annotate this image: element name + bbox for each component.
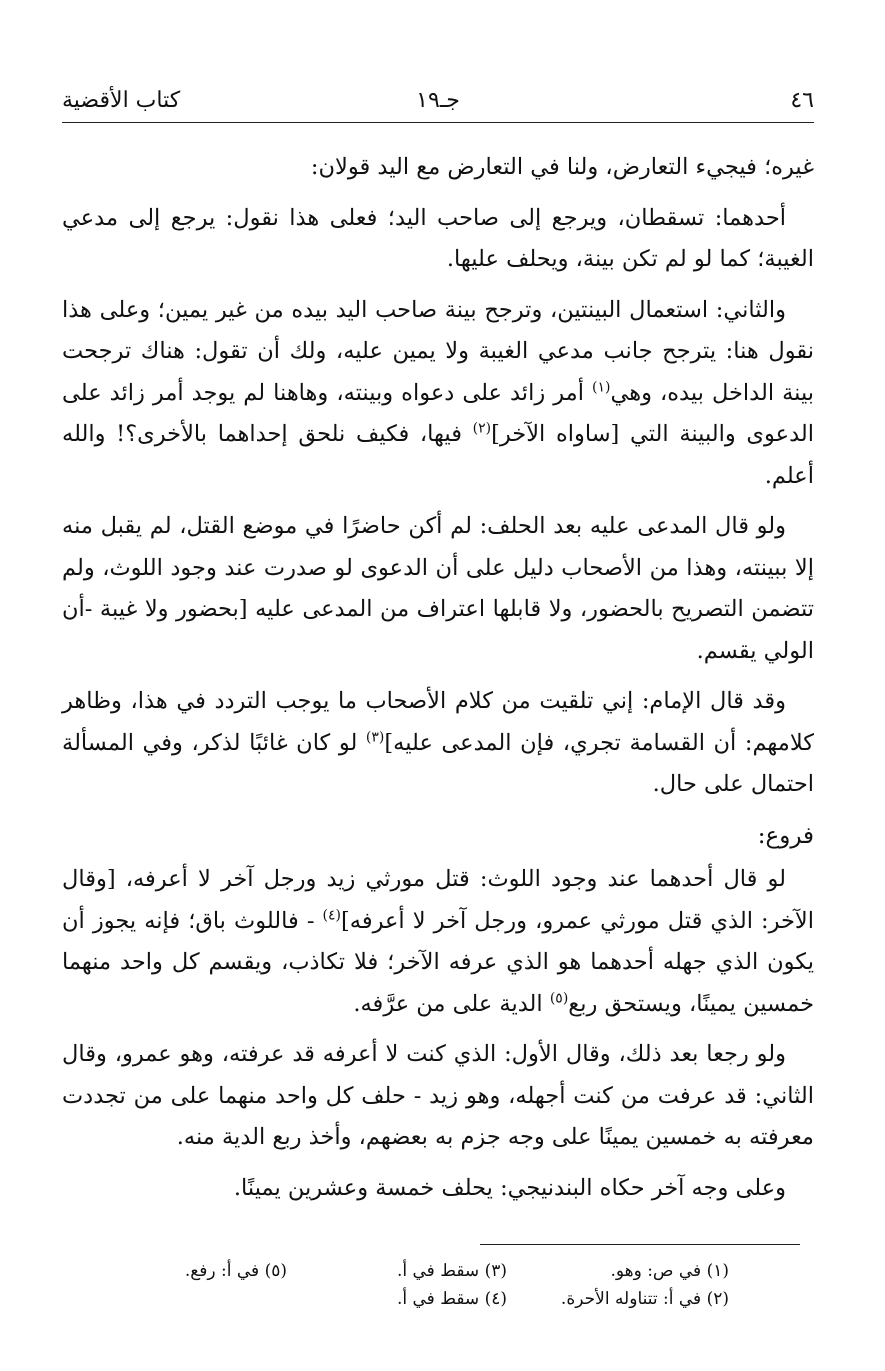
footnote-2: (٢) في أ: تتناوله الأحرة. [560, 1289, 729, 1309]
paragraph-text: غيره؛ فيجيء التعارض، ولنا في التعارض مع اليد قولان: [310, 154, 814, 180]
book-title: كتاب الأقضية [62, 88, 181, 113]
running-header [62, 88, 814, 122]
paragraph [62, 147, 814, 189]
page-number: ٤٦ [790, 88, 814, 113]
footnote-1: (١) في ص: وهو. [610, 1261, 729, 1281]
footnote-ref: (٥) [549, 990, 569, 1006]
footnote-ref: (٢) [472, 420, 492, 437]
footnote-divider [480, 1244, 800, 1245]
header-divider [62, 122, 814, 123]
paragraph [62, 1034, 814, 1159]
paragraph [62, 506, 814, 672]
footnote-ref: (٤) [322, 907, 341, 923]
paragraph-text: الدية على من عرَّفه. [353, 990, 550, 1017]
paragraph-text: - فاللوث باق؛ فإنه يجوز أن يكون الذي جهله أحدهما هو الذي عرفه الآخر؛ فلا تكاذب، ويقسم كل واحد منهما خمسين يمينًا، ويستحق ربع [62, 907, 814, 1017]
paragraph-text: لو قال أحدهما عند وجود اللوث: قتل مورثي زيد ورجل آخر لا أعرفه، [وقال الآخر: الذي قتل مورثي عمرو، ورجل آخر لا أعرفه] [62, 866, 815, 934]
volume-label: جـ١٩ [416, 88, 460, 113]
paragraph [62, 1168, 814, 1210]
paragraph [62, 290, 814, 498]
paragraph-text: أمر زائد على دعواه وبينته، وهاهنا لم يوجد أمر زائد على الدعوى والبينة التي [ساواه الآخر] [62, 379, 814, 447]
paragraph [62, 198, 814, 281]
section-title: فروع: [757, 822, 814, 849]
footnote-4: (٤) سقط في أ. [396, 1289, 507, 1309]
footnote-ref: (٣) [365, 729, 385, 745]
paragraph-text: فيها، فكيف نلحق إحداهما بالأخرى؟! والله أعلم. [62, 421, 814, 489]
paragraph-text: أحدهما: تسقطان، ويرجع إلى صاحب اليد؛ فعلى هذا نقول: يرجع إلى مدعي الغيبة؛ كما لو لم تكن بينة، ويحلف عليها. [62, 204, 814, 272]
paragraph-text: وعلى وجه آخر حكاه البندنيجي: يحلف خمسة وعشرين يمينًا. [233, 1174, 786, 1201]
paragraph [62, 681, 814, 806]
paragraph-text: وقد قال الإمام: إني تلقيت من كلام الأصحاب ما يوجب التردد في هذا، وظاهر كلامهم: أن القسامة تجري، فإن المدعى عليه] [62, 688, 814, 756]
main-text [62, 147, 814, 1218]
paragraph-text: ولو رجعا بعد ذلك، وقال الأول: الذي كنت لا أعرفه قد عرفته، وهو عمرو، وقال الثاني: قد عرفت من كنت أجهله، وهو زيد - حلف كل واحد منهما على من تجددت معرفته به خمسين يمينًا على وجه جزم به بعضهم، وأخذ ربع الدية منه. [62, 1041, 814, 1150]
footnote-5: (٥) في أ: رفع. [184, 1261, 287, 1281]
paragraph-text: والثاني: استعمال البينتين، وترجح بينة صاحب اليد بيده من غير يمين؛ وعلى هذا نقول هنا: يترجح جانب مدعي الغيبة ولا يمين عليه، ولك أن تقول: هناك ترجحت بينة الداخل بيده، وهي [62, 296, 815, 406]
paragraph [62, 859, 814, 1025]
footnote-3: (٣) سقط في أ. [396, 1261, 507, 1281]
paragraph-text: لو كان غائبًا لذكر، وفي المسألة احتمال على حال. [62, 729, 814, 797]
footnote-ref: (١) [592, 379, 611, 395]
paragraph-text: ولو قال المدعى عليه بعد الحلف: لم أكن حاضرًا في موضع القتل، لم يقبل منه إلا ببينته، وهذا من الأصحاب دليل على أن الدعوى لو صدرت عند وجود اللوث، ولم تتضمن التصريح بالحضور، ولا قابلها اعتراف من المدعى عليه [بحضور ولا غيبة -أن الولي يقسم. [62, 513, 814, 664]
